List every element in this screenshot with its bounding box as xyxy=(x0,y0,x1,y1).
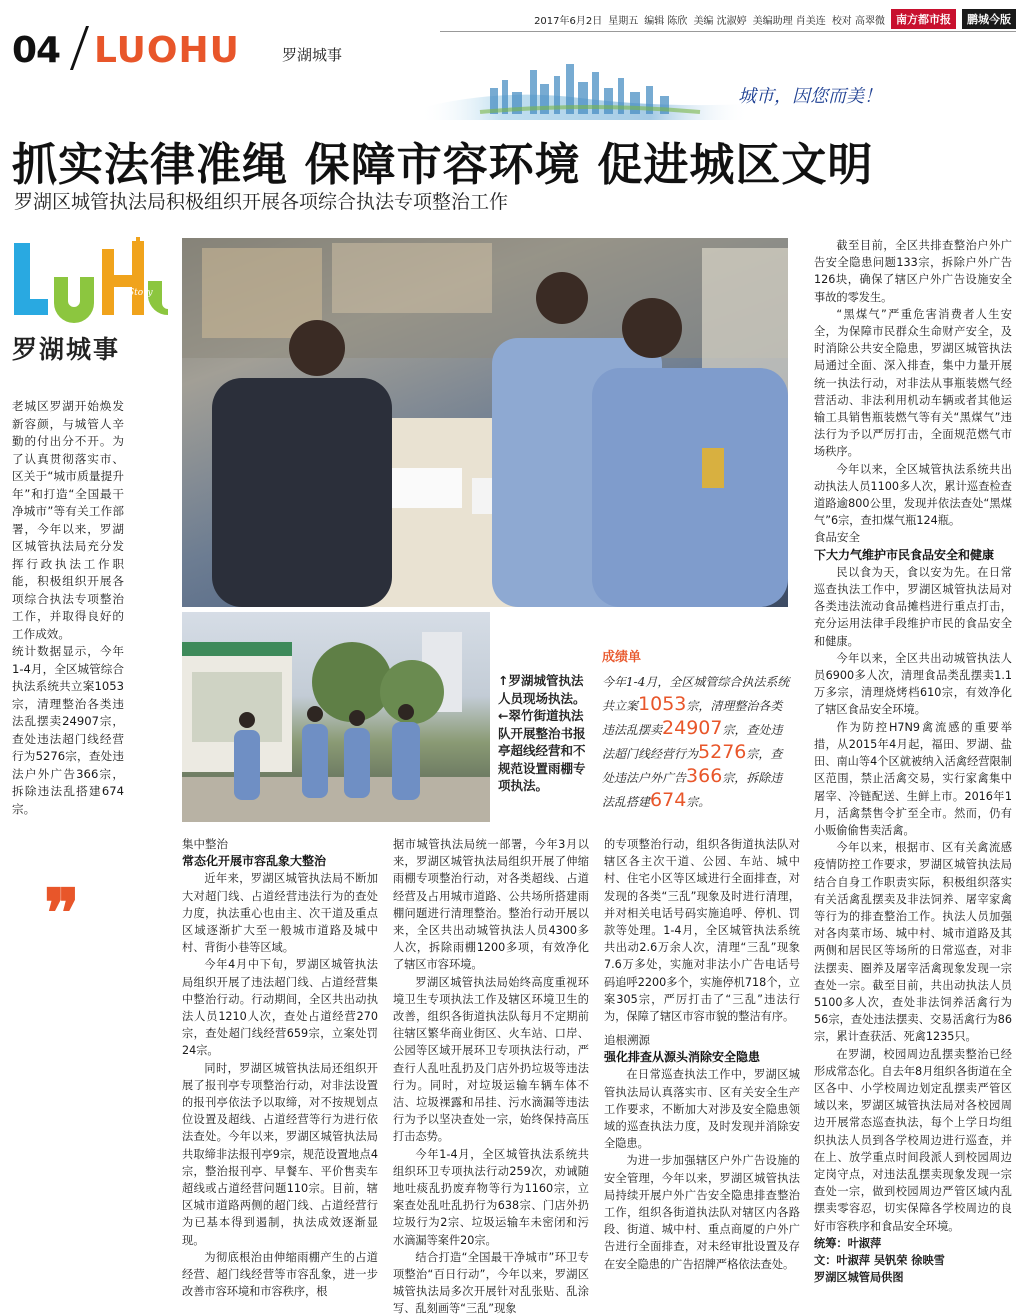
design-assist-credit: 美编助理 肖美连 xyxy=(752,15,826,27)
issue-weekday: 星期五 xyxy=(608,15,639,27)
secondary-photo xyxy=(182,612,490,822)
header-slash xyxy=(70,26,89,70)
scorecard-number: 674 xyxy=(650,789,687,811)
article-paragraph: 同时，罗湖区城管执法局还组织开展了报刊亭专项整治行动，对非法设置的报刊亭依法予以取缔，对不按规划点位设置及超线、占道经营等行为进行依法查处。今年以来，罗湖区城管执法局共取缔非法报刊亭9宗，规范设置地点4宗，整治报刊亭、早餐车、平价售卖车超线或占道经营问题110宗。目前，辖区城市道路两侧的超门线、占道经营行为已基本得到遏制，执法成效逐渐显现。 xyxy=(182,1061,378,1247)
article-paragraph: 近年来，罗湖区城管执法局不断加大对超门线、占道经营违法行为的查处力度，执法重心也由主、次干道及重点区域逐渐扩大至一般城市道路及城中村、背街小巷等区域。 xyxy=(182,872,378,955)
credit-photo: 罗湖区城管局供图 xyxy=(814,1271,904,1285)
article-paragraph: 的专项整治行动，组织各街道执法队对辖区各主次干道、公园、车站、城中村、住宅小区等区域进行全面排查，对发现的各类“三乱”现象及时进行清理，并对相关电话号码实施追呼、停机、罚款等处理。1-4月，全区城管执法系统共出动2.6万余人次，清理“三乱”现象7.6万多处，实施对非法小广告电话号码追呼2200多个，实施停机718个，立案305宗，严厉打击了“三乱”违法行为，保障了辖区市容市貌的整洁有序。 xyxy=(604,838,800,1024)
page-number: 04 xyxy=(12,30,61,71)
article-paragraph: 今年以来，根据市、区有关禽流感疫情防控工作要求，罗湖区城管执法局结合自身工作职责实际，积极组织落实有关活禽乱摆卖及非法饲养、屠宰家禽等行为的排查整治工作。执法人员加强对各肉菜市场、城中村、城市道路及其两侧和居民区等场所的日常巡查，对非法摆卖、圈养及屠宰活禽现象发现一宗查处一宗。截至目前，共出动执法人员5100多人次，查处非法饲养活禽行为56宗，查处违法摆卖、交易活禽行为86宗，累计查获活、死禽1235只。 xyxy=(814,841,1012,1044)
page-headline: 抓实法律准绳 保障市容环境 促进城区文明 xyxy=(12,138,874,191)
intro-column xyxy=(12,398,124,818)
article-paragraph: 作为防控H7N9禽流感的重要举措，从2015年4月起，福田、罗湖、盐田、南山等4个区就被纳入活禽经营限制区范围，禁止活禽交易，实行家禽集中屠宰、冷链配送、生鲜上市。2016年1月，活禽禁售令扩至全市。然而，仍有小贩偷偷售卖活禽。 xyxy=(814,720,1012,837)
scorecard-text: 宗，查处违法户外广告 xyxy=(602,747,783,785)
quote-mark-icon: ❞ xyxy=(44,874,80,952)
masthead-rule xyxy=(440,31,1016,32)
masthead-bar xyxy=(440,8,1016,30)
article-paragraph: 结合打造“全国最干净城市”环卫专项整治“百日行动”，今年以来，罗湖区城管执法局多次开展针对乱张贴、乱涂写、乱刻画等“三乱”现象 xyxy=(393,1250,589,1315)
scorecard-number: 366 xyxy=(686,765,723,787)
issue-date: 2017年6月2日 xyxy=(534,15,603,27)
article-paragraph: 在罗湖，校园周边乱摆卖整治已经形成常态化。自去年8月组织各街道在全区各中、小学校周边划定乱摆卖严管区域以来，罗湖区城管执法局对各校园周边开展常态巡查执法，每个上学日均组织执法人员到各学校周边进行巡查，并在上、放学重点时间段派人到校园周边定岗守点，对违法乱摆卖现象发现一宗查处一宗，做到校园周边严管区域内乱摆卖零容忍，切实保障各学校周边的良好市容秩序和食品安全环境。 xyxy=(814,1047,1012,1233)
section-heading: 强化排查从源头消除安全隐患 xyxy=(604,1050,761,1065)
page-subheadline: 罗湖区城管执法局积极组织开展各项综合执法专项整治工作 xyxy=(14,191,509,213)
scorecard-number: 24907 xyxy=(662,717,723,739)
article-paragraph: 在日常巡查执法工作中，罗湖区城管执法局认真落实市、区有关安全生产工作要求，不断加大对涉及安全隐患领域的巡查执法力度，及时发现并消除安全隐患。 xyxy=(604,1068,800,1151)
article-paragraph: 今年4月中下旬，罗湖区城管执法局组织开展了违法超门线、占道经营集中整治行动。行动期间，全区共出动执法人员1210人次，查处占道经营270宗，查处超门线经营659宗，立案处罚24宗。 xyxy=(182,958,378,1058)
credit-writers: 文：叶淑萍 吴钒荣 徐映雪 xyxy=(814,1253,945,1267)
section-name: LUOHU xyxy=(94,30,240,71)
article-paragraph: 今年以来，全区城管执法系统共出动执法人员1100多人次，累计巡查检查道路逾800公里，发现并依法查处“黑煤气”6宗，查扣煤气瓶124瓶。 xyxy=(814,462,1012,528)
section-tag: 集中整治 xyxy=(182,837,228,851)
intro-paragraph: 老城区罗湖开始焕发新容颜，与城管人辛勤的付出分不开。为了认真贯彻落实市、区关于“城市质量提升年”和打造“全国最干净城市”等有关工作部署，今年以来，罗湖区城管执法局充分发挥行政执法工作职能，积极组织开展各项综合执法专项整治工作，并取得良好的工作成效。 xyxy=(12,399,124,641)
article-paragraph: 为彻底根治由伸缩雨棚产生的占道经营、超门线经营等市容乱象，进一步改善市容环境和市容秩序，根 xyxy=(182,1250,378,1299)
article-paragraph: 今年以来，全区共出动城管执法人员6900多人次，清理食品类乱摆卖1.1万多宗，清理烧烤档610宗，有效净化了辖区食品安全环境。 xyxy=(814,651,1012,717)
article-paragraph: “黑煤气”严重危害消费者人生安全，为保障市民群众生命财产安全，及时消除公共安全隐患，罗湖区城管执法局通过全面、深入排查，集中力量开展统一执法行动，对非法从事瓶装燃气经营活动、非法利用机动车辆或者其他运输工具销售瓶装燃气等有关“黑煤气”违法行为予以严厉打击，全面规范燃气市场秩序。 xyxy=(814,307,1012,459)
scorecard-title: 成绩单 xyxy=(602,650,642,665)
credit-chief: 统筹：叶淑萍 xyxy=(814,1236,882,1250)
skyline-illustration xyxy=(420,58,750,120)
article-column-2 xyxy=(393,836,589,1315)
photo-caption: ↑罗湖城管执法人员现场执法。←翠竹街道执法队开展整治书报亭超线经营和不规范设置雨棚专项执法。 xyxy=(498,673,586,793)
luohu-story-logo xyxy=(10,237,170,325)
article-column-3-lower xyxy=(604,1032,800,1273)
article-paragraph: 截至目前，全区共排查整治户外广告安全隐患问题133宗，拆除户外广告126块，确保了辖区户外广告设施安全事故的零发生。 xyxy=(814,239,1012,304)
scorecard-text: 宗，清理整治各类违法乱摆卖 xyxy=(602,699,783,737)
section-heading: 常态化开展市容乱象大整治 xyxy=(182,854,327,869)
scorecard-text: 宗，查处违法超门线经营行为 xyxy=(602,723,783,761)
proof-credit: 校对 高翠微 xyxy=(831,15,885,27)
main-photo-illustration xyxy=(182,238,788,607)
main-photo xyxy=(182,238,788,607)
intro-paragraph: 统计数据显示，今年1-4月，全区城管综合执法系统共立案1053宗，清理整治各类违法乱摆卖24907宗，查处违法超门线经营行为5276宗，查处违法户外广告366宗，拆除违法乱搭建674宗。 xyxy=(12,644,124,816)
logo-story-text: Story xyxy=(128,288,153,298)
editor-credit: 编辑 陈欣 xyxy=(644,15,688,27)
scorecard-number: 1053 xyxy=(638,693,687,715)
section-slogan: 城市，因您而美！ xyxy=(738,86,882,107)
article-column-1 xyxy=(182,836,378,1300)
scorecard-body xyxy=(602,671,792,813)
scorecard-text: 今年1-4月，全区城管综合执法系统共立案 xyxy=(602,675,790,713)
scorecard-box xyxy=(602,646,792,813)
section-heading: 下大力气维护市民食品安全和健康 xyxy=(814,547,995,562)
article-paragraph: 罗湖区城管执法局始终高度重视环境卫生专项执法工作及辖区环境卫生的改善，组织各街道执法队每月不定期前往辖区繁华商业街区、火车站、口岸、公园等区域开展环卫专项执法行动，严查行人乱吐乱扔及门店外扔垃圾等违法行为。同时，对垃圾运输车辆车体不洁、垃圾裸露和吊挂、污水滴漏等违法行为予以坚决查处一宗，始终保持高压打击态势。 xyxy=(393,975,589,1144)
scorecard-text: 宗。 xyxy=(686,795,711,809)
article-paragraph: 民以食为天，食以安为先。在日常巡查执法工作中，罗湖区城管执法局对各类违法流动食品摊档进行重点打击，充分运用法律手段维护市民的食品安全和健康。 xyxy=(814,565,1012,648)
newspaper-logo: 南方都市报 xyxy=(891,9,956,29)
secondary-photo-illustration xyxy=(182,612,490,822)
article-paragraph: 据市城管执法局统一部署，今年3月以来，罗湖区城管执法局组织开展了伸缩雨棚专项整治行动，对各类超线、占道经营及占用城市道路、公共场所搭建雨棚问题进行清理整治。整治行动开展以来，全区共出动城管执法人员4300多人次，拆除雨棚1200多项，有效净化了辖区市容环境。 xyxy=(393,838,589,972)
edition-logo: 鹏城今版 xyxy=(962,9,1016,29)
section-tag: 追根溯源 xyxy=(604,1033,650,1047)
scorecard-number: 5276 xyxy=(698,741,747,763)
section-name-cn: 罗湖城事 xyxy=(282,46,343,64)
article-paragraph: 为进一步加强辖区户外广告设施的安全管理，今年以来，罗湖区城管执法局持续开展户外广告安全隐患排查整治工作，组织各街道执法队对辖区内各路段、街道、城中村、重点商厦的户外广告进行全面排查，对未经审批设置及存在安全隐患的广告招牌严格依法查处。 xyxy=(604,1154,800,1271)
section-tag: 食品安全 xyxy=(814,530,860,545)
article-paragraph: 今年1-4月，全区城管执法系统共组织环卫专项执法行动259次，劝诫随地吐痰乱扔废弃物等行为1160宗，立案查处乱吐乱扔行为638宗、门店外扔垃圾行为2宗、垃圾运输车未密闭和污水滴漏等案件20宗。 xyxy=(393,1147,589,1247)
scorecard-text: 宗，拆除违法乱搭建 xyxy=(602,771,783,809)
logo-cn-text: 罗湖城事 xyxy=(12,335,121,364)
article-column-4 xyxy=(814,237,1012,1286)
designer-credit: 美编 沈淑婷 xyxy=(693,15,747,27)
article-column-3 xyxy=(604,836,800,1026)
logo-wordmark: LuoHu xyxy=(10,237,14,238)
